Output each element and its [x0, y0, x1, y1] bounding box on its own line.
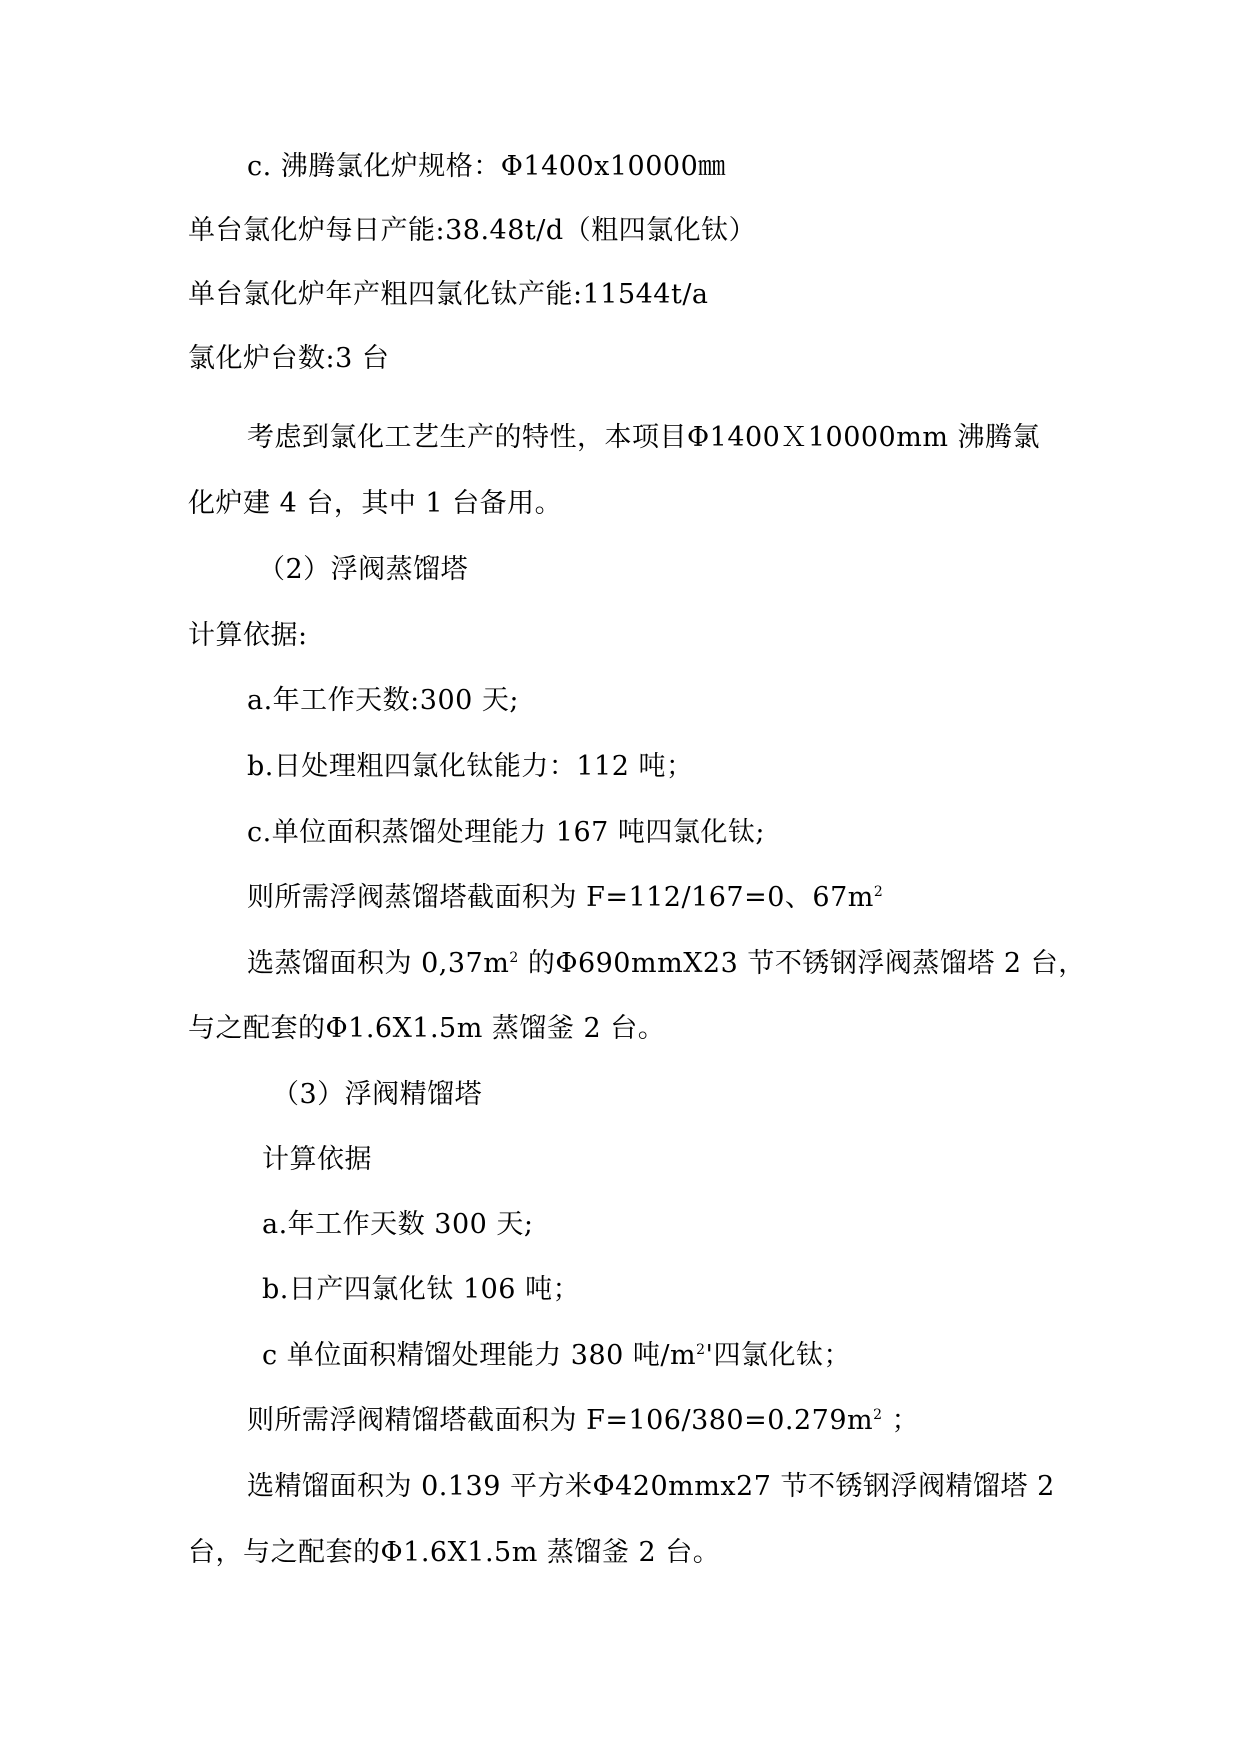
text-run: '四氯化钛； [705, 1340, 851, 1371]
superscript: 2 [509, 950, 519, 966]
list-item: b.日产四氯化钛 106 吨； [262, 1274, 581, 1305]
section-heading: （3）浮阀精馏塔 [272, 1079, 483, 1110]
paragraph-line: c. 沸腾氯化炉规格：Φ1400x10000㎜ [247, 151, 726, 182]
paragraph-line: 化炉建 4 台，其中 1 台备用。 [188, 488, 563, 519]
paragraph-line: 计算依据: [188, 620, 308, 651]
text-run: c 单位面积精馏处理能力 380 吨/m [262, 1340, 697, 1371]
superscript: 2 [873, 884, 884, 900]
text-run: 的Φ690mmX23 节不锈钢浮阀蒸馏塔 2 台， [518, 948, 1086, 979]
text-run: 则所需浮阀蒸馏塔截面积为 F=112/167=0、67m [247, 882, 874, 913]
text-run: ； [882, 1405, 920, 1436]
section-heading: （2）浮阀蒸馏塔 [258, 554, 469, 585]
text-run: 则所需浮阀精馏塔截面积为 F=106/380=0.279m [247, 1405, 874, 1436]
paragraph-line: 选精馏面积为 0.139 平方米Φ420mmx27 节不锈钢浮阀精馏塔 2 [247, 1471, 1055, 1502]
paragraph-line: 单台氯化炉年产粗四氯化钛产能:11544t/a [188, 279, 709, 310]
paragraph-line [247, 1401, 919, 1441]
list-item: b.日处理粗四氯化钛能力：112 吨； [247, 751, 694, 782]
paragraph-line: 考虑到氯化工艺生产的特性，本项目Φ1400Ｘ10000mm 沸腾氯 [247, 422, 1041, 453]
list-item [262, 1336, 851, 1376]
superscript: 2 [873, 1407, 883, 1423]
list-item: a.年工作天数 300 天; [262, 1209, 534, 1240]
paragraph-line [247, 878, 883, 918]
list-item: c.单位面积蒸馏处理能力 167 吨四氯化钛; [247, 817, 765, 848]
superscript: 2 [696, 1342, 706, 1358]
text-run: 选蒸馏面积为 0,37m [247, 948, 510, 979]
paragraph-line: 台，与之配套的Φ1.6X1.5m 蒸馏釜 2 台。 [188, 1537, 721, 1568]
paragraph-line: 与之配套的Φ1.6X1.5m 蒸馏釜 2 台。 [188, 1013, 666, 1044]
list-item: a.年工作天数:300 天; [247, 685, 519, 716]
paragraph-line: 计算依据 [262, 1144, 372, 1175]
paragraph-line: 氯化炉台数:3 台 [188, 343, 390, 374]
paragraph-line: 单台氯化炉每日产能:38.48t/d（粗四氯化钛） [188, 215, 757, 246]
paragraph-line [247, 944, 1086, 984]
